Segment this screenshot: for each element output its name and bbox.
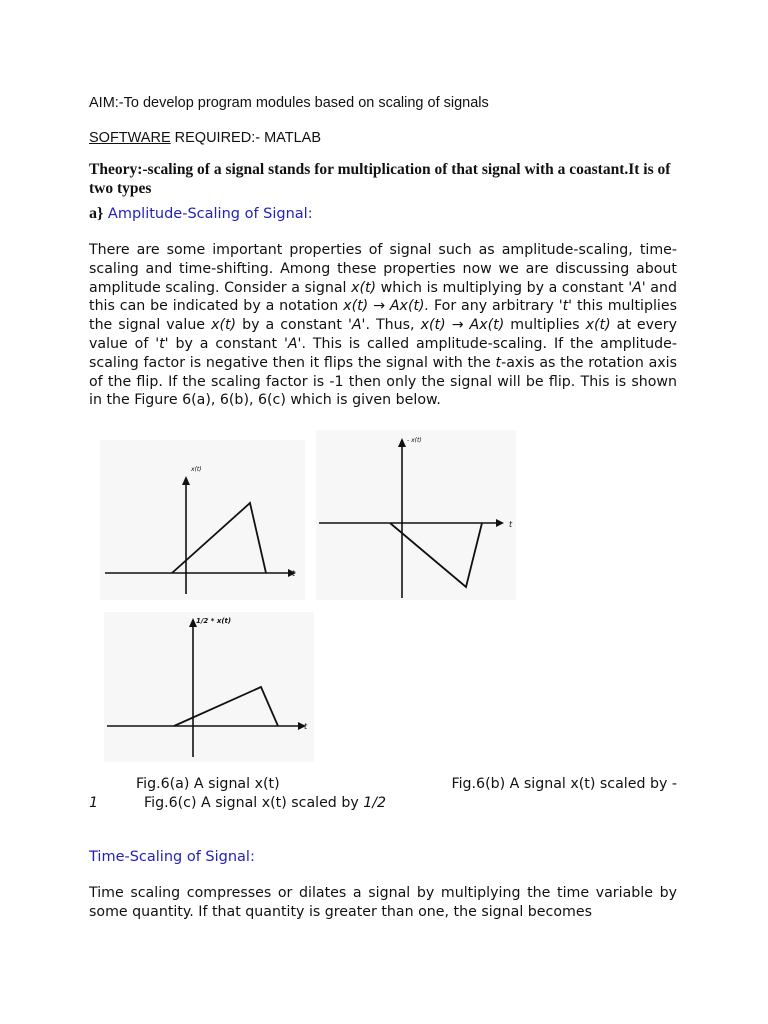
figure-6c-y-label: 1/2 * x(t) bbox=[196, 617, 232, 625]
figure-6a-background bbox=[100, 440, 305, 600]
software-label: SOFTWARE bbox=[89, 130, 171, 146]
theory-text: Theory:-scaling of a signal stands for multiplication of that signal with a coastant.It is of two types bbox=[89, 161, 671, 197]
para-text: For any arbitrary bbox=[429, 298, 559, 315]
figure-6a bbox=[100, 440, 305, 600]
para-text: . This is called amplitude-scaling. If the amplitude-scaling factor is negative then it flips the signal with the bbox=[89, 335, 677, 371]
para-text: -axis as the rotation axis of the flip. If the scaling factor is -1 then only the signal will be flip. This is shown in the Figure 6(a), 6(b), 6(c) which is given below. bbox=[89, 354, 677, 409]
para-math: x(t) bbox=[351, 279, 377, 296]
para-text: There are some important properties of signal such as amplitude-scaling, time-scaling and time-shifting. Among these properties now we are discussing about amplitude scaling. Consider a signal bbox=[89, 242, 677, 296]
para-math: 'A' bbox=[347, 317, 366, 334]
section-a-heading bbox=[89, 205, 313, 223]
para-text: which is multiplying by a constant bbox=[376, 279, 629, 296]
caption-6c: Fig.6(c) A signal x(t) scaled by bbox=[144, 795, 364, 811]
aim-line: AIM:-To develop program modules based on scaling of signals bbox=[89, 95, 489, 111]
figure-6b bbox=[316, 430, 516, 600]
para-text: at every value of bbox=[89, 317, 678, 352]
figure-6a-y-label: x(t) bbox=[191, 466, 202, 473]
para-math: x(t) → Ax(t). bbox=[343, 298, 430, 315]
caption-line-1 bbox=[89, 775, 677, 794]
figure-6b-x-label: t bbox=[509, 520, 513, 529]
para-text: by a constant bbox=[236, 317, 348, 334]
figure-captions bbox=[89, 775, 677, 813]
caption-6b: Fig.6(b) A signal x(t) scaled by - bbox=[451, 776, 677, 792]
para-text: and this can be indicated by a notation bbox=[89, 279, 677, 315]
para-math: 't' bbox=[155, 335, 169, 352]
figure-6b-background bbox=[316, 430, 516, 600]
section-a-title: Amplitude-Scaling of Signal: bbox=[107, 206, 313, 222]
figure-6c bbox=[104, 612, 314, 762]
software-value: REQUIRED:- MATLAB bbox=[170, 130, 322, 146]
para-math: t bbox=[495, 354, 502, 371]
para-text: by a constant bbox=[168, 335, 284, 352]
software-line bbox=[89, 130, 321, 146]
para-math: x(t) bbox=[585, 317, 611, 334]
para-math: x(t) → Ax(t) bbox=[420, 317, 505, 334]
time-scaling-paragraph: Time scaling compresses or dilates a signal by multiplying the time variable by some quantity. If that quantity is greater than one, the signal becomes bbox=[89, 885, 677, 920]
figure-6c-x-label: t bbox=[304, 722, 308, 731]
section-a-prefix: a} bbox=[89, 205, 104, 222]
para-text: multiplies bbox=[504, 317, 586, 334]
caption-line-2 bbox=[89, 794, 677, 813]
para-math: 'A' bbox=[628, 279, 646, 296]
time-scaling-heading: Time-Scaling of Signal: bbox=[89, 849, 255, 865]
figure-6a-x-label: t bbox=[292, 569, 296, 578]
para-text: this multiplies the signal value bbox=[89, 298, 677, 334]
caption-6c-tail: 1/2 bbox=[363, 795, 387, 811]
figure-6b-y-label: - x(t) bbox=[407, 437, 422, 444]
para-math: 'A' bbox=[283, 335, 302, 352]
caption-6a: Fig.6(a) A signal x(t) bbox=[136, 776, 280, 792]
para-math: 't' bbox=[558, 298, 573, 315]
para-math: x(t) bbox=[211, 317, 237, 334]
caption-6b-tail: 1 bbox=[89, 795, 99, 811]
para-text: . Thus, bbox=[365, 317, 421, 334]
amplitude-scaling-paragraph bbox=[89, 241, 677, 410]
figure-6c-background bbox=[104, 612, 314, 762]
